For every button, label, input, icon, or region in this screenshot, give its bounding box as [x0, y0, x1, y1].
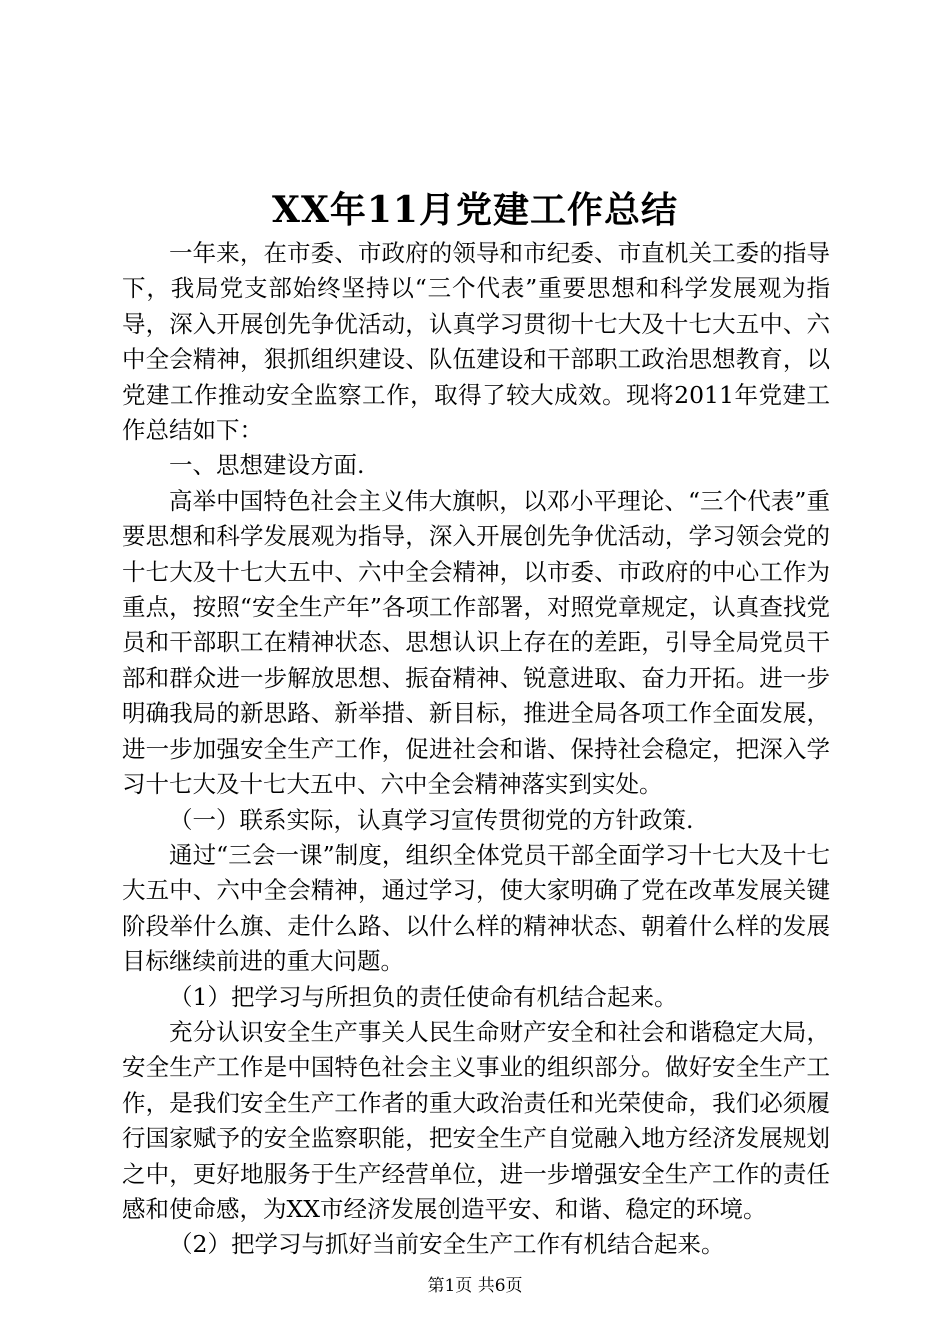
page-footer: 第1页 共6页 — [427, 1276, 523, 1296]
document-title: XX年11月党建工作总结 — [272, 189, 678, 231]
body-paragraph: 高举中国特色社会主义伟大旗帜，以邓小平理论、“三个代表”重要思想和科学发展观为指导，深入开展创先争优活动，学习领会党的十七大及十七大五中、六中全会精神，以市委、市政府的中心工作为重点，按照“安全生产年”各项工作部署，对照党章规定，认真查找党员和干部职工在精神状态、思想认识上存在的差距，引导全局党员干部和群众进一步解放思想、振奋精神、锐意进取、奋力开拓。进一步明确我局的新思路、新举措、新目标，推进全局各项工作全面发展，进一步加强安全生产工作，促进社会和谐、保持社会稳定，把深入学习十七大及十七大五中、六中全会精神落实到实处。 — [122, 486, 830, 799]
intro-paragraph: 一年来，在市委、市政府的领导和市纪委、市直机关工委的指导下，我局党支部始终坚持以“三个代表”重要思想和科学发展观为指导，深入开展创先争优活动，认真学习贯彻十七大及十七大五中、六中全会精神，狠抓组织建设、队伍建设和干部职工政治思想教育，以党建工作推动安全监察工作，取得了较大成效。现将2011年党建工作总结如下： — [122, 239, 830, 445]
body-paragraph: 通过“三会一课”制度，组织全体党员干部全面学习十七大及十七大五中、六中全会精神，通过学习，使大家明确了党在改革发展关键阶段举什么旗、走什么路、以什么样的精神状态、朝着什么样的发展目标继续前进的重大问题。 — [122, 840, 830, 976]
item-heading-2: （2）把学习与抓好当前安全生产工作有机结合起来。 — [169, 1230, 725, 1259]
subsection-heading-policy: （一）联系实际，认真学习宣传贯彻党的方针政策. — [169, 805, 694, 834]
item-heading-1: （1）把学习与所担负的责任使命有机结合起来。 — [169, 982, 678, 1011]
section-heading-ideology: 一、思想建设方面. — [169, 451, 365, 480]
body-paragraph: 充分认识安全生产事关人民生命财产安全和社会和谐稳定大局，安全生产工作是中国特色社会主义事业的组织部分。做好安全生产工作，是我们安全生产工作者的重大政治责任和光荣使命，我们必须履行国家赋予的安全监察职能，把安全生产自觉融入地方经济发展规划之中，更好地服务于生产经营单位，进一步增强安全生产工作的责任感和使命感，为XX市经济发展创造平安、和谐、稳定的环境。 — [122, 1017, 830, 1223]
document-body — [122, 236, 830, 1263]
